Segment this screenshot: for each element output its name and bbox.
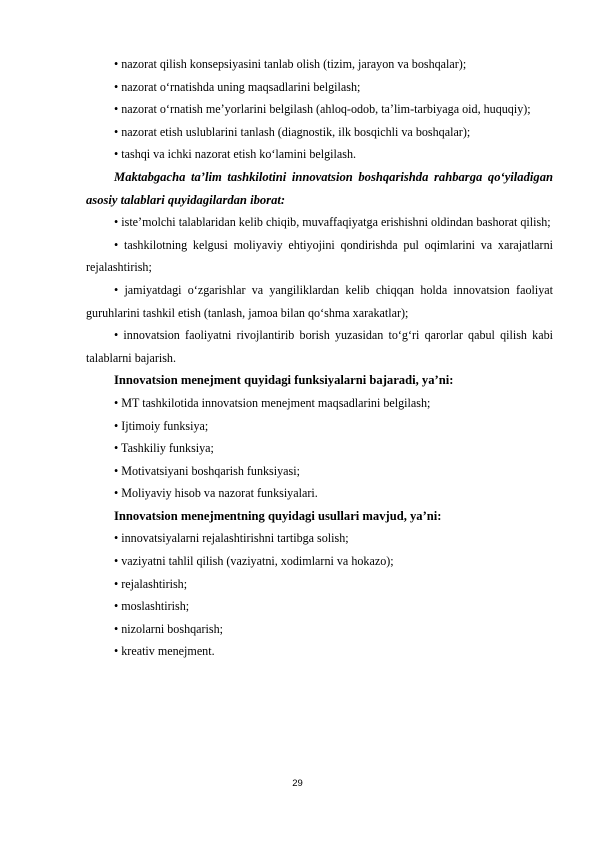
list-item: • nazorat qilish konsepsiyasini tanlab olish (tizim, jarayon va boshqalar); (114, 57, 467, 71)
list-item: • MT tashkilotida innovatsion menejment maqsadlarini belgilash; (114, 395, 431, 410)
list-item: • kreativ menejment. (114, 644, 215, 659)
document-body (86, 53, 553, 663)
list-item: • Motivatsiyani boshqarish funksiyasi; (114, 463, 300, 478)
list-item: • tashkilotning kelgusi moliyaviy ehtiyojini qondirishda pul oqimlarini va xarajatlarni rejalashtirish; (86, 237, 553, 275)
list-item: • nazorat etish uslublarini tanlash (diagnostik, ilk bosqichli va boshqalar); (114, 124, 471, 139)
section-heading: Maktabgacha taʼlim tashkilotini innovatsion boshqarishda rahbarga qoʻyiladigan asosiy talablari quyidagilardan iborat: (86, 169, 553, 207)
list-item: • Moliyaviy hisob va nazorat funksiyalari. (114, 486, 318, 501)
list-item: • Ijtimoiy funksiya; (114, 418, 209, 433)
section-heading: Innovatsion menejmentning quyidagi usullari mavjud, yaʼni: (114, 508, 442, 523)
list-item: • jamiyatdagi oʻzgarishlar va yangiliklardan kelib chiqqan holda innovatsion faoliyat guruhlarini tashkil etish (tanlash, jamoa bilan qoʻshma xarakatlar); (86, 282, 553, 320)
page-number: 29 (292, 778, 303, 789)
list-item: • Tashkiliy funksiya; (114, 441, 214, 456)
list-item: • nizolarni boshqarish; (114, 621, 224, 636)
list-item: • moslashtirish; (114, 599, 190, 614)
list-item: • nazorat oʻrnatishda uning maqsadlarini belgilash; (114, 79, 361, 94)
list-item: • innovatsiyalarni rejalashtirishni tartibga solish; (114, 531, 349, 546)
list-item: • tashqi va ichki nazorat etish koʻlamini belgilash. (114, 147, 357, 162)
list-item: • nazorat oʻrnatish meʼyorlarini belgilash (ahloq-odob, taʼlim-tarbiyaga oid, huquqiy); (114, 102, 531, 117)
list-item: • rejalashtirish; (114, 576, 188, 591)
list-item: • innovatsion faoliyatni rivojlantirib borish yuzasidan toʻgʻri qarorlar qabul qilish kabi talablarni bajarish. (86, 328, 553, 365)
list-item: • vaziyatni tahlil qilish (vaziyatni, xodimlarni va hokazo); (114, 554, 394, 569)
list-item: • isteʼmolchi talablaridan kelib chiqib, muvaffaqiyatga erishishni oldindan bashorat qilish; (114, 215, 551, 230)
section-heading: Innovatsion menejment quyidagi funksiyalarni bajaradi, yaʼni: (114, 373, 454, 388)
